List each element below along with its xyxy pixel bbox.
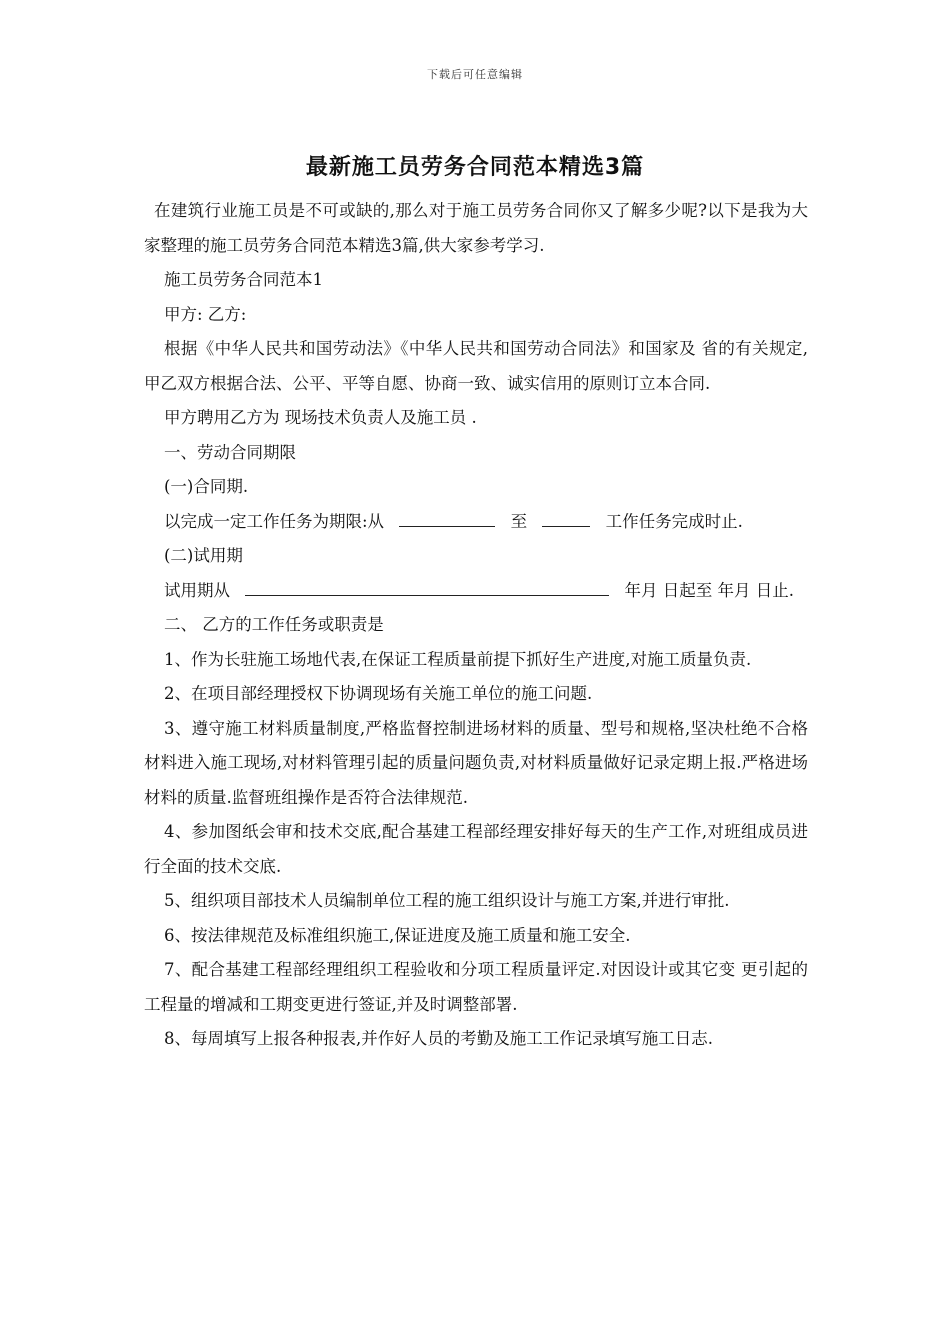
sample-heading: 施工员劳务合同范本1: [164, 270, 323, 289]
duty-item-6: 6、按法律规范及标准组织施工,保证进度及施工质量和施工安全.: [164, 925, 631, 945]
probation-prefix: 试用期从: [164, 580, 230, 600]
hire-paragraph: 甲方聘用乙方为 现场技术负责人及施工员 .: [164, 408, 477, 427]
duty-item-8: 8、每周填写上报各种报表,并作好人员的考勤及施工工作记录填写施工日志.: [164, 1029, 713, 1048]
term-line: [144, 505, 808, 540]
duty-item-3: 3、遵守施工材料质量制度,严格监督控制进场材料的质量、型号和规格,坚决杜绝不合格材料进入施工现场,对材料管理引起的质量问题负责,对材料质量做好记录定期上报.严格进场材料的质量.监督班组操作是否符合法律规范.: [144, 718, 808, 807]
subsection-contract-term: (一)合同期.: [164, 477, 249, 496]
term-mid: 至: [510, 511, 528, 531]
duty-item-5: 5、组织项目部技术人员编制单位工程的施工组织设计与施工方案,并进行审批.: [164, 891, 730, 910]
parties-line: 甲方: 乙方:: [164, 304, 247, 324]
term-end-blank: [542, 506, 590, 527]
term-prefix: 以完成一定工作任务为期限:从: [164, 511, 385, 531]
basis-paragraph: 根据《中华人民共和国劳动法》《中华人民共和国劳动合同法》和国家及 省的有关规定,甲乙双方根据合法、公平、平等自愿、协商一致、诚实信用的原则订立本合同.: [144, 339, 808, 393]
section-2-heading: 二、 乙方的工作任务或职责是: [164, 615, 384, 634]
probation-suffix: 年月 日起至 年月 日止.: [624, 580, 794, 600]
document-title: 最新施工员劳务合同范本精选3篇: [305, 155, 645, 180]
duty-item-4: 4、参加图纸会审和技术交底,配合基建工程部经理安排好每天的生产工作,对班组成员进行全面的技术交底.: [144, 822, 808, 876]
probation-blank: [245, 575, 609, 596]
probation-line: [144, 574, 808, 609]
section-1-heading: 一、劳动合同期限: [164, 442, 296, 462]
term-suffix: 工作任务完成时止.: [605, 511, 743, 531]
duty-item-1: 1、作为长驻施工场地代表,在保证工程质量前提下抓好生产进度,对施工质量负责.: [164, 649, 752, 669]
term-start-blank: [399, 506, 495, 527]
page-header-note: 下载后可任意编辑: [427, 68, 523, 81]
intro-paragraph: 在建筑行业施工员是不可或缺的,那么对于施工员劳务合同你又了解多少呢?以下是我为大家整理的施工员劳务合同范本精选3篇,供大家参考学习.: [144, 201, 808, 255]
subsection-probation: (二)试用期: [164, 546, 243, 565]
document-body: [144, 194, 808, 1057]
duty-item-7: 7、配合基建工程部经理组织工程验收和分项工程质量评定.对因设计或其它变 更引起的工程量的增减和工期变更进行签证,并及时调整部署.: [144, 960, 808, 1014]
duty-item-2: 2、在项目部经理授权下协调现场有关施工单位的施工问题.: [164, 684, 593, 703]
